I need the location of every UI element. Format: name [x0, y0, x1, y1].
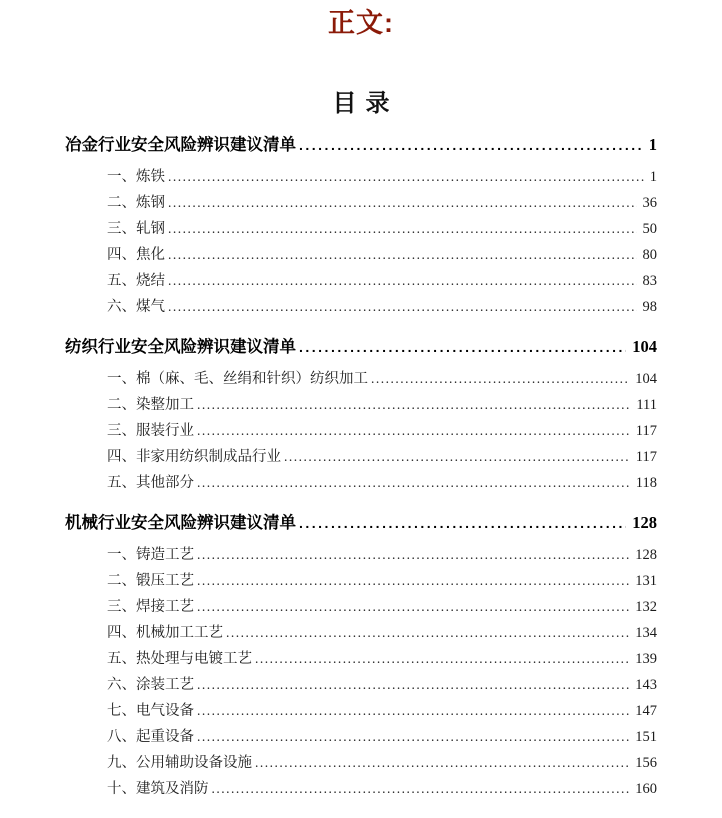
dot-leader	[299, 134, 643, 156]
page-number: 117	[635, 423, 657, 439]
toc-entry[interactable]	[65, 542, 657, 568]
dot-leader	[212, 776, 630, 802]
dot-leader	[197, 392, 630, 418]
toc-section-heading[interactable]	[65, 512, 657, 534]
toc-entry[interactable]	[65, 724, 657, 750]
page-number: 131	[635, 573, 657, 589]
dot-leader	[197, 470, 630, 496]
toc-section-heading[interactable]	[65, 134, 657, 156]
dot-leader	[197, 724, 629, 750]
page-number: 98	[642, 299, 657, 315]
toc-entry-label: 一、炼铁	[107, 169, 165, 185]
page-number: 111	[636, 397, 657, 413]
toc-entry-label: 五、其他部分	[107, 475, 194, 491]
toc-entry[interactable]	[65, 698, 657, 724]
page-number: 117	[635, 449, 657, 465]
dot-leader	[371, 366, 629, 392]
page-number: 151	[635, 729, 657, 745]
dot-leader	[168, 242, 637, 268]
toc-entry[interactable]	[65, 776, 657, 802]
toc-entry[interactable]	[65, 568, 657, 594]
page-number: 83	[642, 273, 657, 289]
dot-leader	[226, 620, 629, 646]
toc-entry-label: 四、焦化	[107, 247, 165, 263]
page-number: 160	[635, 781, 657, 797]
page-number: 50	[642, 221, 657, 237]
toc-entry-label: 九、公用辅助设备设施	[107, 755, 252, 771]
toc-entry-label: 一、铸造工艺	[107, 547, 194, 563]
toc-entry-label: 六、煤气	[107, 299, 165, 315]
toc-section-heading-label: 冶金行业安全风险辨识建议清单	[65, 136, 296, 154]
page-number: 128	[635, 547, 657, 563]
toc-entry-label: 七、电气设备	[107, 703, 194, 719]
toc-entry[interactable]	[65, 470, 657, 496]
dot-leader	[299, 512, 626, 534]
toc-entry-label: 三、轧钢	[107, 221, 165, 237]
page-number: 139	[635, 651, 657, 667]
toc-section-heading[interactable]	[65, 336, 657, 358]
toc-entry-label: 五、烧结	[107, 273, 165, 289]
toc-entry[interactable]	[65, 268, 657, 294]
page-number: 1	[649, 169, 657, 185]
toc-entry[interactable]	[65, 294, 657, 320]
page-number: 134	[635, 625, 657, 641]
toc-entry-label: 四、非家用纺织制成品行业	[107, 449, 281, 465]
toc-entry-label: 六、涂装工艺	[107, 677, 194, 693]
page-number: 156	[635, 755, 657, 771]
dot-leader	[197, 568, 629, 594]
dot-leader	[197, 418, 630, 444]
dot-leader	[168, 216, 637, 242]
page-number: 128	[632, 513, 657, 532]
page-number: 118	[635, 475, 657, 491]
dot-leader	[197, 594, 629, 620]
page-number: 104	[632, 337, 657, 356]
toc-entry-label: 二、锻压工艺	[107, 573, 194, 589]
toc-entry-label: 五、热处理与电镀工艺	[107, 651, 252, 667]
toc-entry[interactable]	[65, 594, 657, 620]
toc-entry-label: 四、机械加工工艺	[107, 625, 223, 641]
toc-entry-label: 二、炼钢	[107, 195, 165, 211]
toc-section-heading-label: 机械行业安全风险辨识建议清单	[65, 514, 296, 532]
page-number: 80	[642, 247, 657, 263]
toc-entry-label: 三、服装行业	[107, 423, 194, 439]
toc-entry-label: 十、建筑及消防	[107, 781, 209, 797]
toc-entry[interactable]	[65, 620, 657, 646]
page-number: 132	[635, 599, 657, 615]
toc-entry-label: 一、棉（麻、毛、丝绢和针织）纺织加工	[107, 371, 368, 387]
page-number: 36	[642, 195, 657, 211]
toc-entry[interactable]	[65, 392, 657, 418]
toc-title: 目录	[332, 91, 399, 117]
toc-entry-label: 二、染整加工	[107, 397, 194, 413]
dot-leader	[299, 336, 626, 358]
toc-entry[interactable]	[65, 750, 657, 776]
dot-leader	[197, 672, 629, 698]
toc-entry[interactable]	[65, 444, 657, 470]
dot-leader	[197, 542, 629, 568]
dot-leader	[284, 444, 630, 470]
toc-entry-label: 三、焊接工艺	[107, 599, 194, 615]
toc-entry[interactable]	[65, 190, 657, 216]
toc-entry[interactable]	[65, 366, 657, 392]
dot-leader	[255, 750, 629, 776]
toc-entry[interactable]	[65, 672, 657, 698]
toc-entry[interactable]	[65, 242, 657, 268]
dot-leader	[168, 294, 637, 320]
dot-leader	[168, 268, 637, 294]
dot-leader	[197, 698, 629, 724]
page-number: 1	[648, 135, 657, 154]
dot-leader	[168, 190, 637, 216]
toc-section-heading-label: 纺织行业安全风险辨识建议清单	[65, 338, 296, 356]
main-text-label: 正文:	[328, 8, 394, 38]
page-number: 143	[635, 677, 657, 693]
toc-list	[65, 134, 657, 802]
page-number: 147	[635, 703, 657, 719]
toc-entry-label: 八、起重设备	[107, 729, 194, 745]
toc-entry[interactable]	[65, 164, 657, 190]
page-number: 104	[635, 371, 657, 387]
toc-entry[interactable]	[65, 418, 657, 444]
toc-entry[interactable]	[65, 216, 657, 242]
dot-leader	[168, 164, 644, 190]
toc-entry[interactable]	[65, 646, 657, 672]
dot-leader	[255, 646, 629, 672]
